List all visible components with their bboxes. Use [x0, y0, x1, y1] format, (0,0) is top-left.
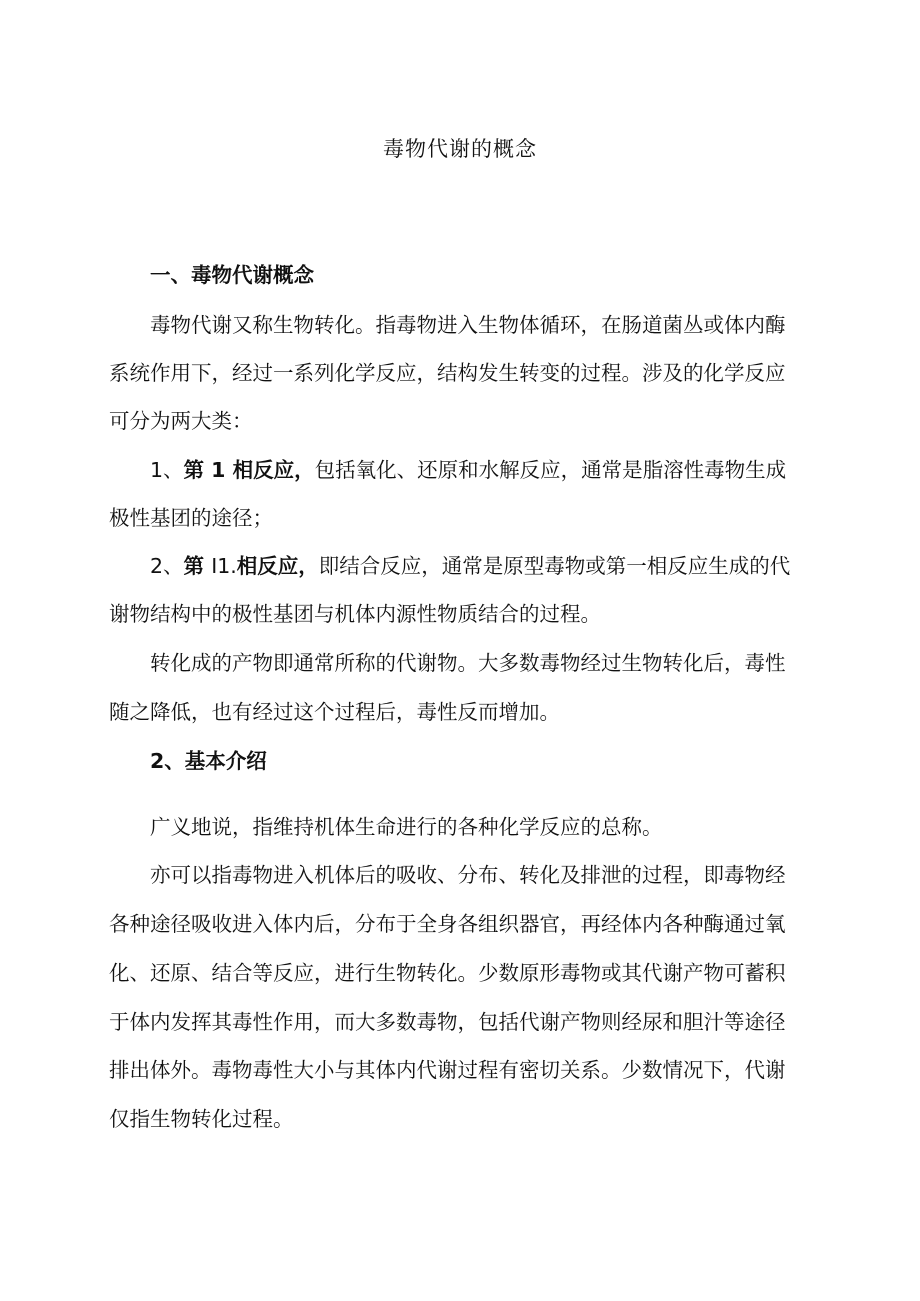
section2-para2-line6: 仅指生物转化过程。	[109, 1107, 294, 1131]
document-title: 毒物代谢的概念	[383, 137, 537, 161]
item2-label-b: 相反应，	[236, 554, 319, 578]
item1-text: 包括氧化、还原和水解反应，通常是脂溶性毒物生成	[314, 458, 787, 482]
section2-para2-line1: 亦可以指毒物进入机体后的吸收、分布、转化及排泄的过程，即毒物经	[150, 863, 786, 887]
section1-para2-line1: 转化成的产物即通常所称的代谢物。大多数毒物经过生物转化后，毒性	[150, 651, 786, 675]
item2-label-a: 第	[183, 554, 212, 578]
section1-para1-line3: 可分为两大类：	[109, 409, 253, 433]
item2-text: 即结合反应，通常是原型毒物或第一相反应生成的代	[318, 554, 791, 578]
item1-line1	[150, 455, 820, 485]
item1-prefix: 1、	[150, 458, 184, 482]
item1-line2: 极性基团的途径；	[109, 506, 273, 530]
section2-para2-line2: 各种途径吸收进入体内后，分布于全身各组织器官，再经体内各种酶通过氧	[109, 912, 786, 936]
section1-heading: 一、毒物代谢概念	[150, 263, 314, 287]
section1-para1-line1: 毒物代谢又称生物转化。指毒物进入生物体循环，在肠道菌丛或体内酶	[150, 313, 786, 337]
item2-prefix: 2、	[150, 554, 184, 578]
item2-line1	[150, 551, 820, 581]
section1-para1-line2: 系统作用下，经过一系列化学反应，结构发生转变的过程。涉及的化学反应	[109, 361, 786, 385]
item2-line2: 谢物结构中的极性基团与机体内源性物质结合的过程。	[109, 602, 601, 626]
item1-label: 第 1 相反应，	[183, 458, 315, 482]
section2-para2-line4: 于体内发挥其毒性作用，而大多数毒物，包括代谢产物则经尿和胆汁等途径	[109, 1010, 786, 1034]
section2-para2-line5: 排出体外。毒物毒性大小与其体内代谢过程有密切关系。少数情况下，代谢	[109, 1058, 786, 1082]
section2-heading: 2、基本介绍	[150, 749, 267, 773]
section2-para1: 广义地说，指维持机体生命进行的各种化学反应的总称。	[150, 815, 663, 839]
section2-para2-line3: 化、还原、结合等反应，进行生物转化。少数原形毒物或其代谢产物可蓄积	[109, 961, 786, 985]
item2-label-mid: I1.	[211, 554, 237, 578]
section1-para2-line2: 随之降低，也有经过这个过程后，毒性反而增加。	[109, 700, 560, 724]
